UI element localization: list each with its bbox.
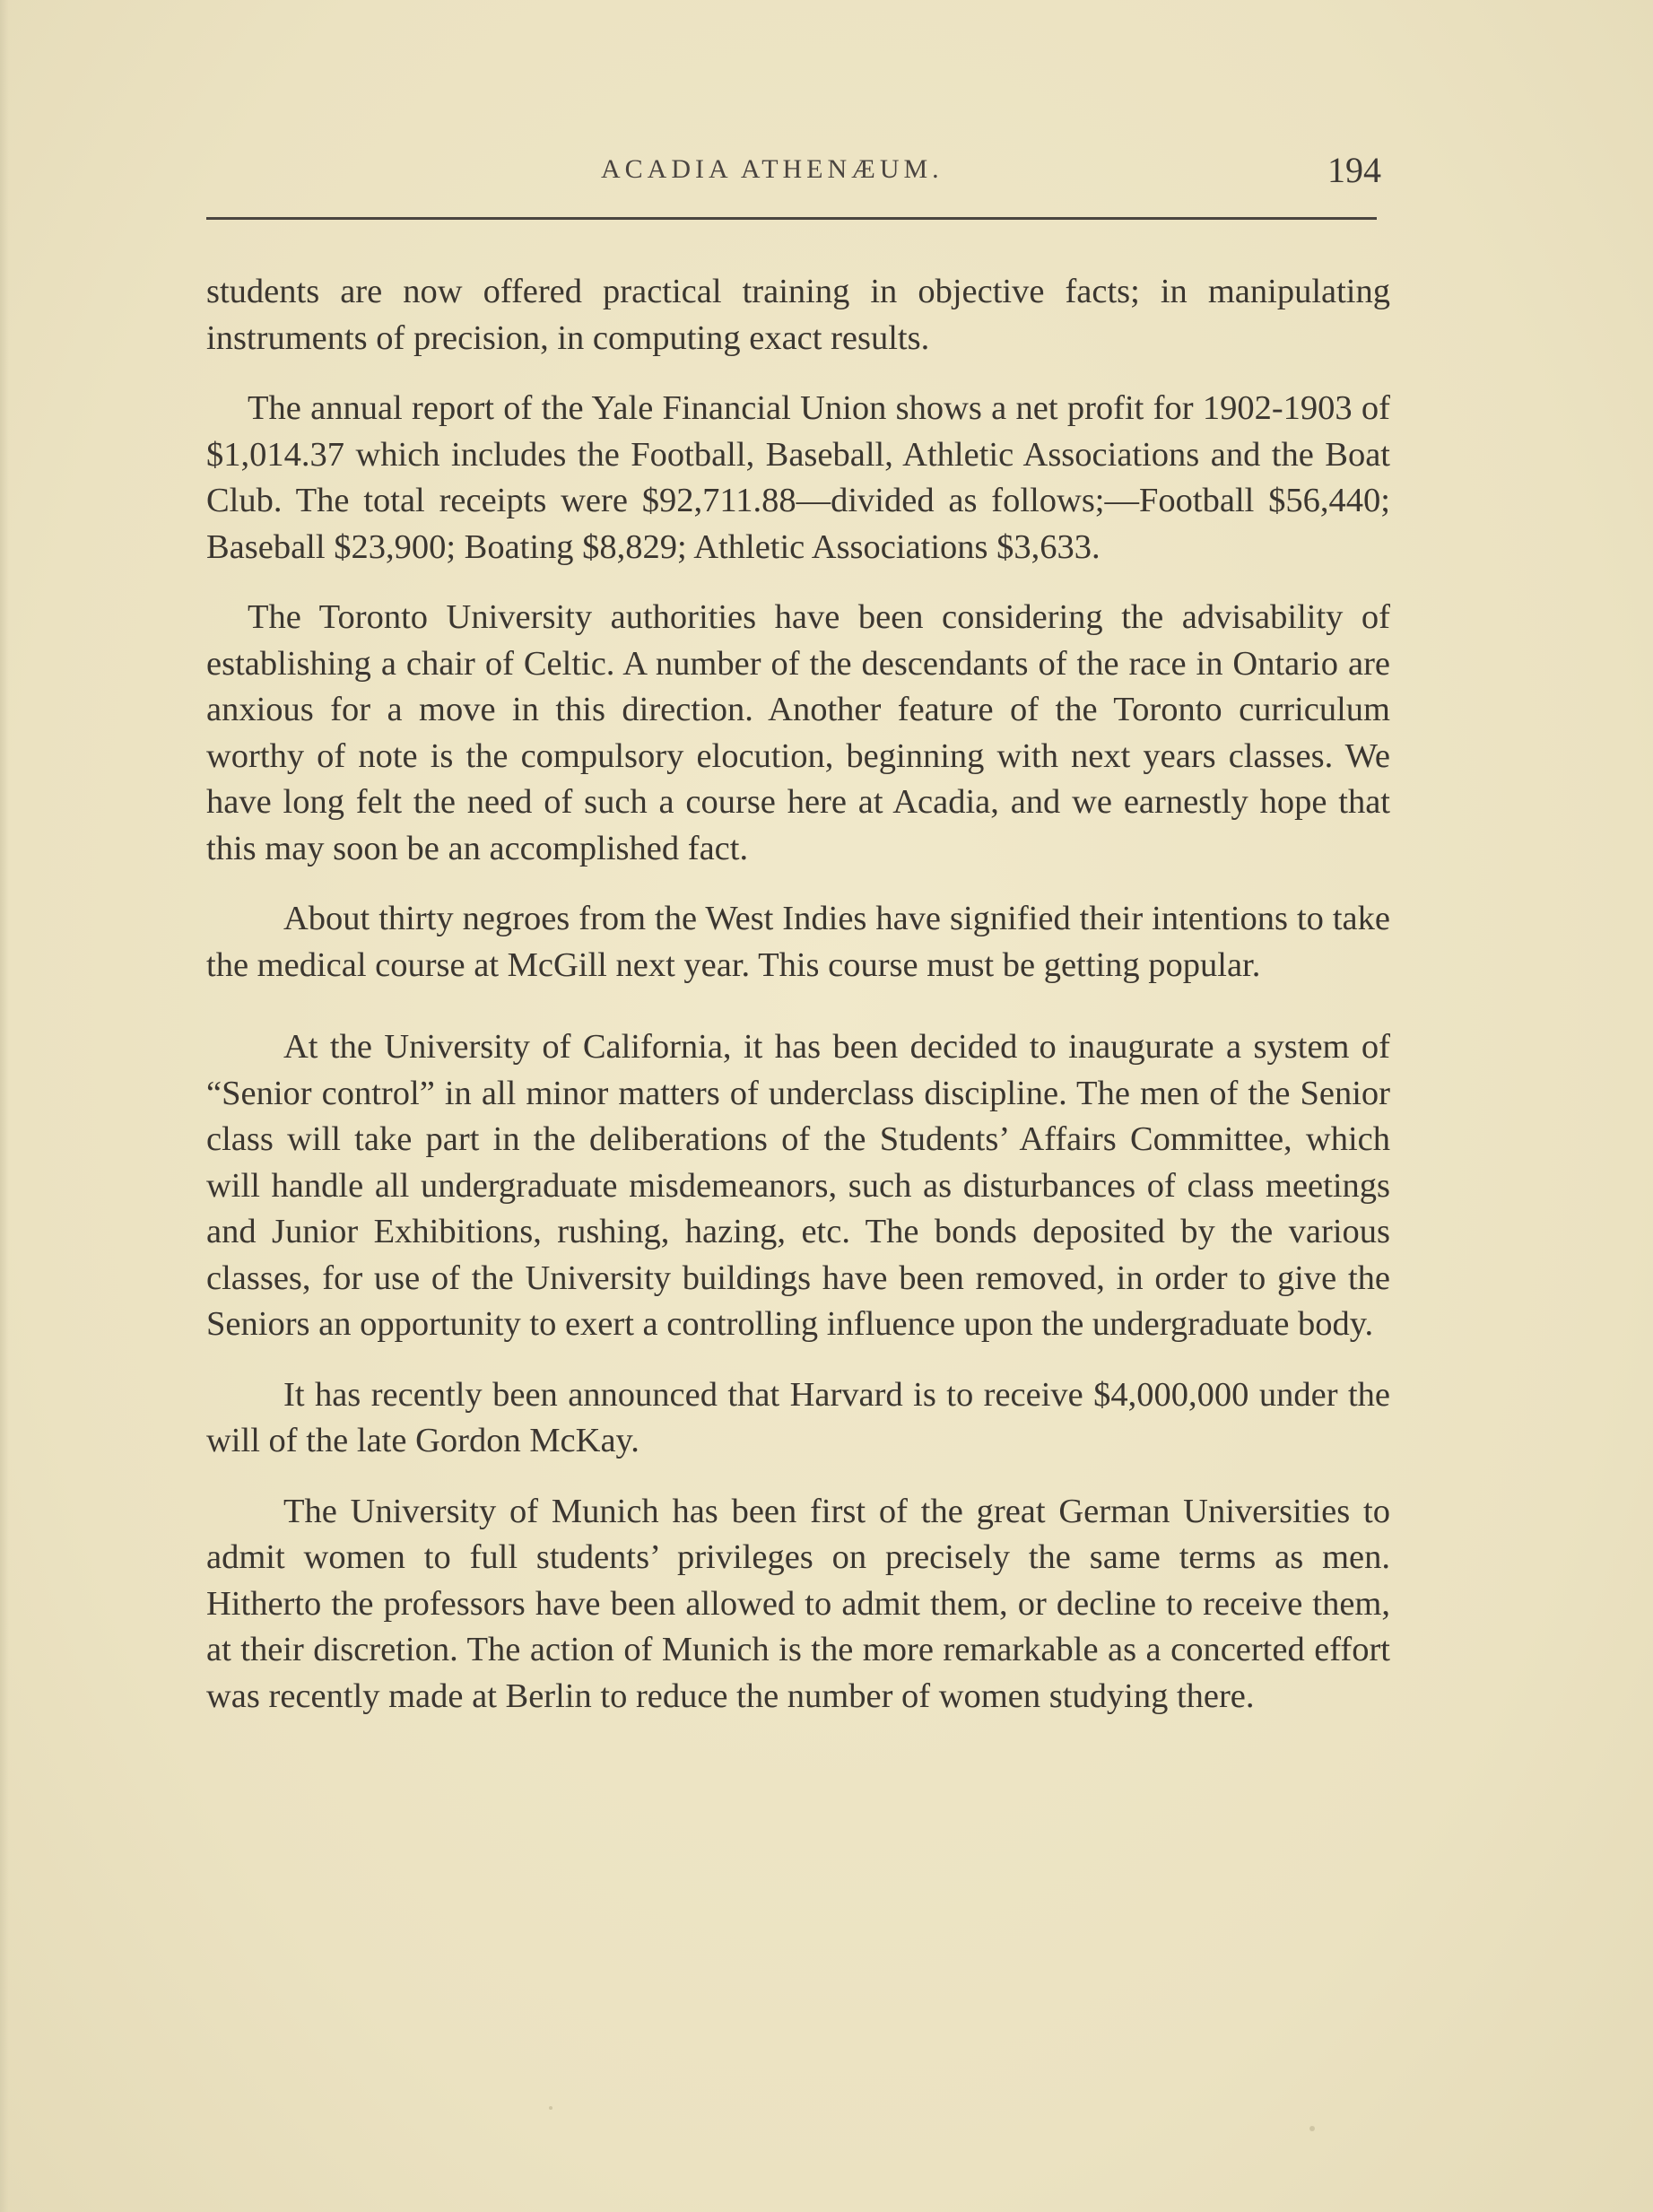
running-title: ACADIA ATHENÆUM. — [601, 154, 944, 184]
paper-speck — [1309, 2126, 1315, 2131]
paragraph-mcgill-west-indies: About thirty negroes from the West Indies have signified their intentions to take the medical course at McGill next year. This course must be getting popular. — [206, 900, 1390, 984]
paragraph-toronto-celtic-chair: The Toronto University authorities have been considering the advisability of establishing a chair of Celtic. A number of the descendants of the race in Ontario are anxious for a move in this direction. Another feature of the Toronto curriculum worthy of note is the compulsory elocution, beginning with next years classes. We have long felt the need of such a course here at Acadia, and we earnestly hope that this may soon be an accomplished fact. — [206, 598, 1390, 867]
page-number: 194 — [1327, 150, 1381, 190]
paper-speck — [549, 2106, 552, 2110]
paragraph-yale-financial-union: The annual report of the Yale Financial Union shows a net profit for 1902-1903 of $1,014.37 which includes the Football, Baseball, Athletic Associations and the Boat Club. The total receipts were $92,711.88—divided as follows;—Football $56,440; Baseball $23,900; Boating $8,829; Athletic Associations $3,633. — [206, 389, 1390, 566]
paragraph-munich-women: The University of Munich has been first of the great German Universities to admit women to full students’ privileges on precisely the same terms as men. Hitherto the professors have been allowed to admit them, or decline to receive them, at their discretion. The action of Munich is the more remarkable as a concerted effort was recently made at Berlin to reduce the number of women studying there. — [206, 1492, 1390, 1715]
paragraph-continuation: students are now offered practical training in objective facts; in manipulating instruments of precision, in computing exact results. — [206, 273, 1390, 357]
paragraph-harvard-bequest: It has recently been announced that Harvard is to receive $4,000,000 under the will of the late Gordon McKay. — [206, 1375, 1390, 1459]
header-rule — [206, 217, 1377, 220]
paragraph-california-senior-control: At the University of California, it has been decided to inaugurate a system of “Senior control” in all minor matters of underclass discipline. The men of the Senior class will take part in the deliberations of the Students’ Affairs Committee, which will handle all undergraduate misdemeanors, such as disturbances of class meetings and Junior Exhibitions, rushing, hazing, etc. The bonds deposited by the various classes, for use of the University buildings have been removed, in order to give the Seniors an opportunity to exert a controlling influence upon the undergraduate body. — [206, 1028, 1390, 1343]
page-header — [206, 149, 1381, 194]
article-body — [206, 269, 1390, 1744]
page-edge-shadow — [0, 0, 9, 2212]
